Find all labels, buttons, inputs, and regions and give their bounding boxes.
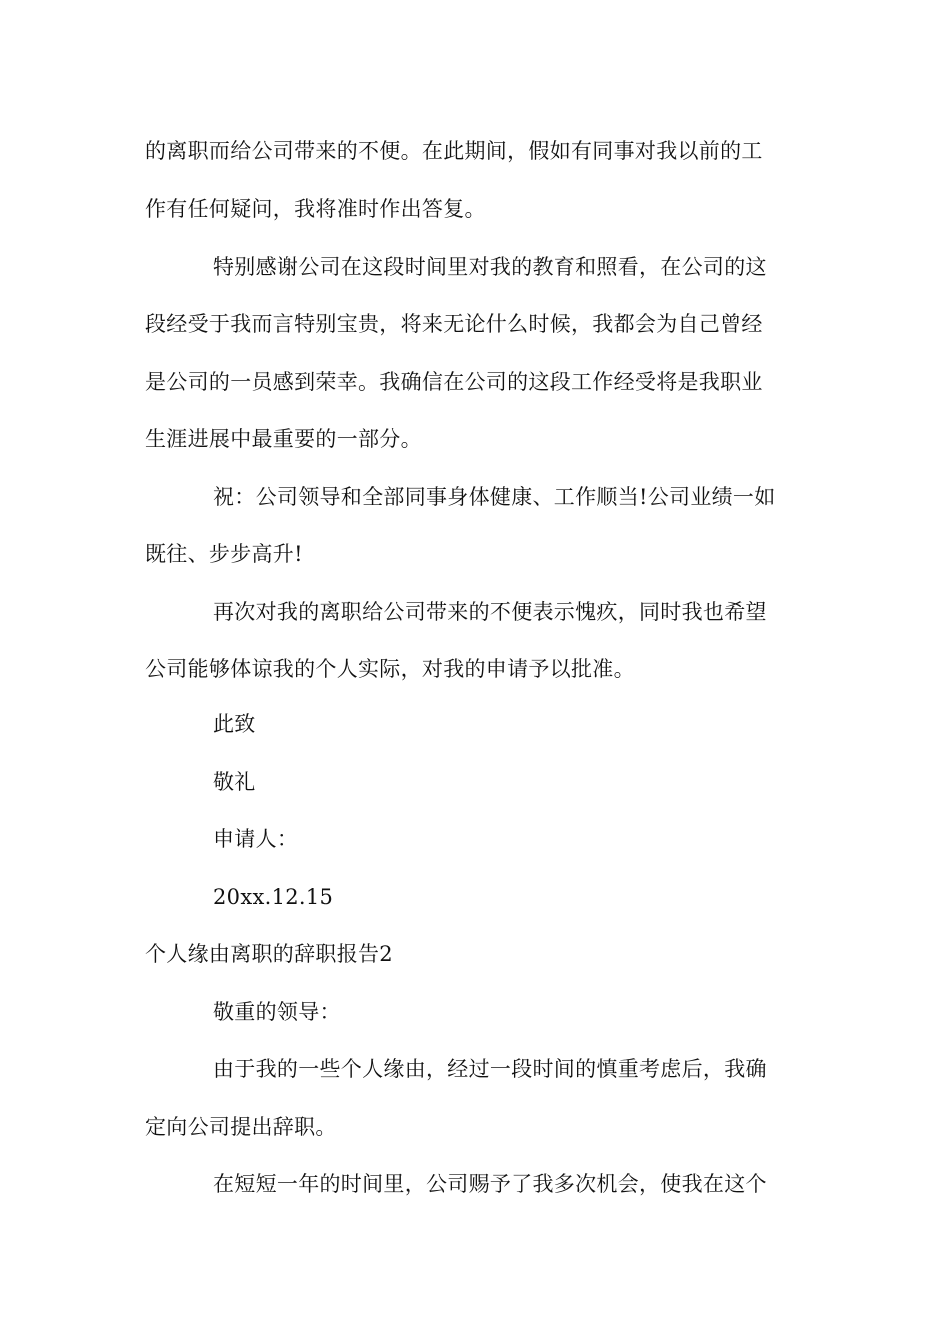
paragraph-start: 祝：公司领导和全部同事身体健康、工作顺当!公司业绩一如 [213, 485, 776, 509]
closing-regards: 敬礼 [213, 770, 256, 794]
greeting: 敬重的领导： [213, 1000, 341, 1024]
text-line: 段经受于我而言特别宝贵，将来无论什么时候，我都会为自己曾经 [145, 312, 763, 336]
text-line: 公司能够体谅我的个人实际，对我的申请予以批准。 [145, 657, 635, 681]
text-line: 生涯进展中最重要的一部分。 [145, 427, 422, 451]
applicant-label: 申请人： [213, 827, 299, 851]
paragraph-start: 在短短一年的时间里，公司赐予了我多次机会，使我在这个 [213, 1172, 767, 1196]
closing-salutation: 此致 [213, 712, 256, 736]
section-title: 个人缘由离职的辞职报告2 [145, 942, 393, 966]
text-line: 的离职而给公司带来的不便。在此期间，假如有同事对我以前的工 [145, 139, 763, 163]
text-line: 是公司的一员感到荣幸。我确信在公司的这段工作经受将是我职业 [145, 370, 763, 394]
date-line: 20xx.12.15 [213, 885, 334, 909]
paragraph-start: 再次对我的离职给公司带来的不便表示愧疚，同时我也希望 [213, 600, 767, 624]
text-line: 作有任何疑问，我将准时作出答复。 [145, 197, 486, 221]
paragraph-start: 特别感谢公司在这段时间里对我的教育和照看，在公司的这 [213, 255, 767, 279]
text-line: 定向公司提出辞职。 [145, 1115, 337, 1139]
paragraph-start: 由于我的一些个人缘由，经过一段时间的慎重考虑后，我确 [213, 1057, 767, 1081]
text-line: 既往、步步高升! [145, 542, 303, 566]
